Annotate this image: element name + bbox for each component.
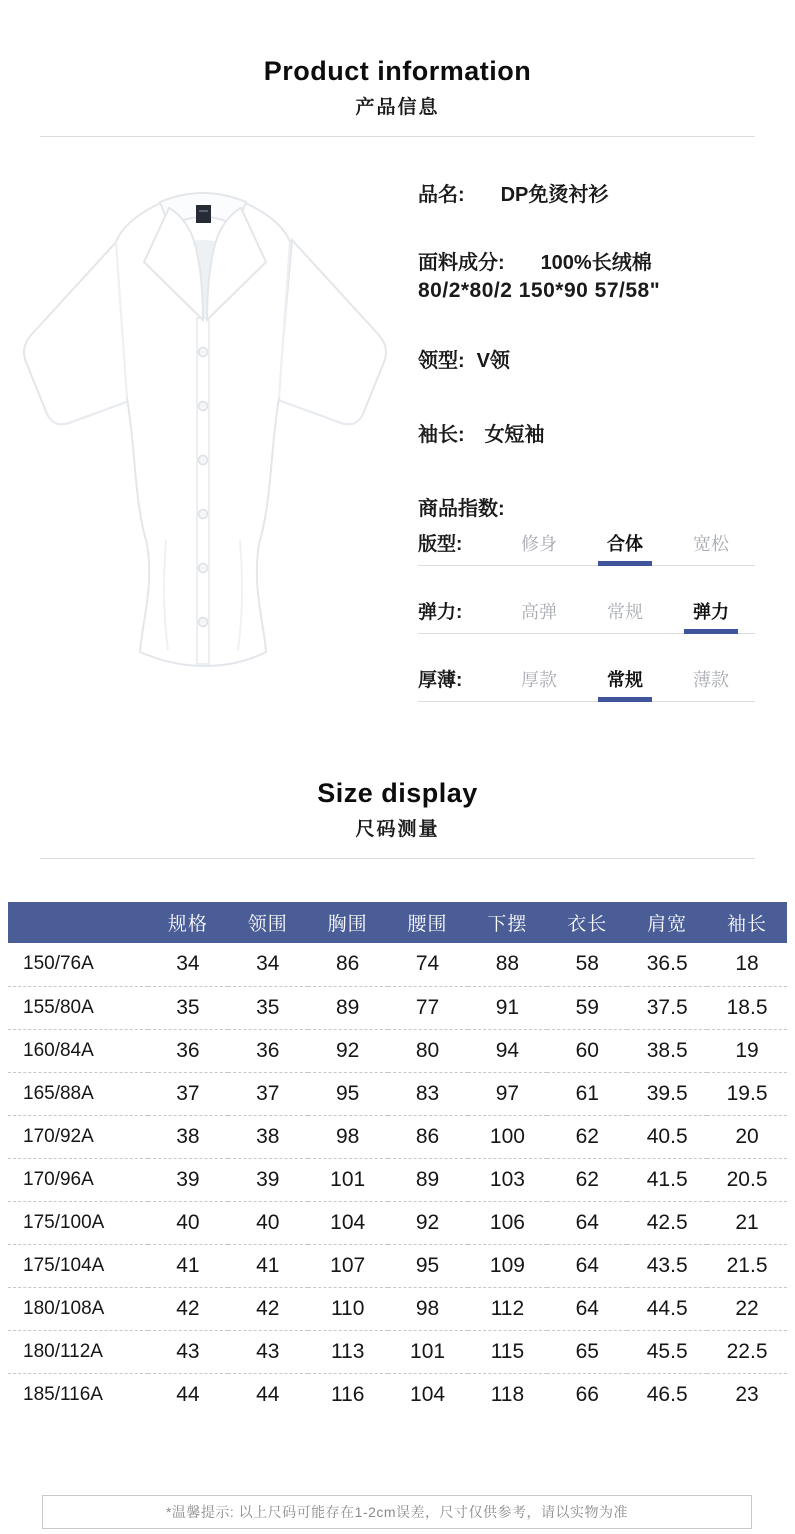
table-row <box>8 1072 787 1115</box>
value-cell: 106 <box>468 1201 548 1244</box>
value-cell: 107 <box>308 1244 388 1287</box>
index-label: 厚薄: <box>418 670 463 691</box>
value-cell: 100 <box>468 1115 548 1158</box>
sleeve-row <box>418 418 545 447</box>
table-row <box>8 1158 787 1201</box>
row-size-cell: 170/96A <box>8 1158 148 1201</box>
value-cell: 19 <box>707 1029 787 1072</box>
fabric-row <box>418 246 652 275</box>
value-cell: 74 <box>388 943 468 986</box>
value-cell: 38.5 <box>627 1029 707 1072</box>
value-cell: 88 <box>468 943 548 986</box>
index-option <box>668 530 754 556</box>
row-size-cell: 175/100A <box>8 1201 148 1244</box>
table-row <box>8 1373 787 1416</box>
value-cell: 91 <box>468 986 548 1029</box>
value-cell: 36 <box>228 1029 308 1072</box>
value-cell: 66 <box>575 1382 599 1406</box>
fabric-value: 100%长绒棉 <box>540 252 652 274</box>
value-cell: 38 <box>148 1115 228 1158</box>
collar-value: V领 <box>476 350 510 372</box>
value-cell: 65 <box>547 1330 627 1373</box>
value-cell: 118 <box>490 1382 525 1406</box>
value-cell: 40 <box>148 1201 228 1244</box>
value-cell: 41.5 <box>627 1158 707 1201</box>
collar-row <box>418 344 510 373</box>
value-cell: 43 <box>228 1330 308 1373</box>
index-label: 版型: <box>418 534 463 555</box>
product-name-label: 品名: <box>418 184 465 206</box>
title-divider <box>40 136 755 137</box>
index-option-label: 宽松 <box>693 534 729 554</box>
value-cell: 41 <box>148 1244 228 1287</box>
value-cell: 37.5 <box>627 986 707 1029</box>
value-cell: 113 <box>308 1330 388 1373</box>
row-size-cell: 175/104A <box>8 1244 148 1287</box>
value-cell: 89 <box>308 986 388 1029</box>
row-size-cell: 180/108A <box>8 1287 148 1330</box>
value-cell: 40 <box>228 1201 308 1244</box>
value-cell: 21.5 <box>707 1244 787 1287</box>
table-row <box>8 1029 787 1072</box>
value-cell: 20.5 <box>707 1158 787 1201</box>
value-cell: 115 <box>468 1330 548 1373</box>
value-cell: 37 <box>228 1072 308 1115</box>
value-cell: 38 <box>228 1115 308 1158</box>
index-option-label: 修身 <box>521 534 557 554</box>
header-cell: 衣长 <box>547 902 627 943</box>
value-cell: 61 <box>547 1072 627 1115</box>
value-cell: 23 <box>735 1382 759 1406</box>
value-cell: 112 <box>468 1287 548 1330</box>
value-cell: 42 <box>228 1287 308 1330</box>
value-cell: 42.5 <box>627 1201 707 1244</box>
value-cell: 39 <box>228 1158 308 1201</box>
value-cell: 22.5 <box>707 1330 787 1373</box>
value-cell: 21 <box>707 1201 787 1244</box>
value-cell: 80 <box>388 1029 468 1072</box>
value-cell: 64 <box>547 1287 627 1330</box>
value-cell: 22 <box>707 1287 787 1330</box>
index-option-label: 弹力 <box>691 598 731 624</box>
value-cell: 86 <box>308 943 388 986</box>
value-cell: 45.5 <box>627 1330 707 1373</box>
value-cell: 41 <box>228 1244 308 1287</box>
index-option <box>496 598 582 624</box>
index-option-selected <box>668 598 754 624</box>
value-cell: 18 <box>707 943 787 986</box>
row-size-cell: 160/84A <box>8 1029 148 1072</box>
fabric-spec: 80/2*80/2 150*90 57/58" <box>418 279 661 302</box>
product-name-value: DP免烫衬衫 <box>500 184 609 206</box>
value-cell: 98 <box>308 1115 388 1158</box>
row-size-cell: 150/76A <box>8 943 148 986</box>
row-size-cell: 155/80A <box>8 986 148 1029</box>
value-cell: 60 <box>547 1029 627 1072</box>
index-option-label: 常规 <box>607 602 643 622</box>
size-table-body <box>8 943 787 1416</box>
table-row <box>8 986 787 1029</box>
fabric-label: 面料成分: <box>418 252 505 274</box>
index-label: 弹力: <box>418 602 463 623</box>
size-table <box>8 902 787 1416</box>
size-divider <box>40 858 755 859</box>
row-size-cell: 180/112A <box>8 1330 148 1373</box>
index-option <box>582 598 668 624</box>
index-option <box>496 530 582 556</box>
value-cell: 89 <box>388 1158 468 1201</box>
collar-tag <box>196 205 211 223</box>
value-cell: 36.5 <box>627 943 707 986</box>
product-photo <box>0 150 410 730</box>
value-cell: 39.5 <box>627 1072 707 1115</box>
table-row <box>8 1330 787 1373</box>
index-option <box>496 666 582 692</box>
page-title <box>0 56 795 119</box>
value-cell: 104 <box>308 1201 388 1244</box>
header-cell: 袖长 <box>707 902 787 943</box>
value-cell: 83 <box>388 1072 468 1115</box>
header-cell: 腰围 <box>388 902 468 943</box>
index-title: 商品指数: <box>418 498 505 520</box>
size-title <box>0 778 795 841</box>
header-cell-blank <box>8 902 148 943</box>
value-cell: 43 <box>148 1330 228 1373</box>
footer-note: *温馨提示: 以上尺码可能存在1-2cm误差，尺寸仅供参考，请以实物为准 <box>42 1495 752 1529</box>
value-cell: 64 <box>547 1244 627 1287</box>
value-cell: 116 <box>330 1382 365 1406</box>
row-size-cell: 165/88A <box>8 1072 148 1115</box>
value-cell: 36 <box>148 1029 228 1072</box>
value-cell: 34 <box>148 943 228 986</box>
header-cell: 胸围 <box>308 902 388 943</box>
value-cell: 58 <box>547 943 627 986</box>
index-row <box>418 597 755 634</box>
size-title-cn: 尺码测量 <box>355 819 440 840</box>
size-table-header-row <box>8 902 787 943</box>
value-cell: 18.5 <box>707 986 787 1029</box>
value-cell: 92 <box>388 1201 468 1244</box>
table-row <box>8 1287 787 1330</box>
row-size-cell: 170/92A <box>8 1115 148 1158</box>
shirt-illustration <box>0 150 410 730</box>
table-row <box>8 1115 787 1158</box>
index-option <box>668 666 754 692</box>
value-cell: 44 <box>176 1382 200 1406</box>
table-row <box>8 1201 787 1244</box>
value-cell: 37 <box>148 1072 228 1115</box>
value-cell: 44.5 <box>627 1287 707 1330</box>
header-cell: 下摆 <box>468 902 548 943</box>
value-cell: 92 <box>308 1029 388 1072</box>
value-cell: 103 <box>468 1158 548 1201</box>
value-cell: 59 <box>547 986 627 1029</box>
value-cell: 62 <box>547 1158 627 1201</box>
value-cell: 62 <box>547 1115 627 1158</box>
value-cell: 43.5 <box>627 1244 707 1287</box>
value-cell: 42 <box>148 1287 228 1330</box>
value-cell: 95 <box>388 1244 468 1287</box>
value-cell: 39 <box>148 1158 228 1201</box>
value-cell: 86 <box>388 1115 468 1158</box>
collar-label: 领型: <box>418 350 465 372</box>
value-cell: 34 <box>228 943 308 986</box>
index-option-selected <box>582 666 668 692</box>
table-row <box>8 943 787 986</box>
index-option-label: 常规 <box>605 666 645 692</box>
value-cell: 98 <box>388 1287 468 1330</box>
value-cell: 35 <box>228 986 308 1029</box>
value-cell: 77 <box>388 986 468 1029</box>
value-cell: 101 <box>308 1158 388 1201</box>
sleeve-value: 女短袖 <box>484 424 545 446</box>
value-cell: 110 <box>308 1287 388 1330</box>
value-cell: 95 <box>308 1072 388 1115</box>
value-cell: 46.5 <box>646 1382 688 1406</box>
page-title-en: Product information <box>263 56 532 86</box>
value-cell: 97 <box>468 1072 548 1115</box>
row-size-cell: 185/116A <box>23 1383 103 1405</box>
product-name-row <box>418 178 608 207</box>
index-option-label: 高弹 <box>521 602 557 622</box>
value-cell: 20 <box>707 1115 787 1158</box>
value-cell: 104 <box>410 1382 446 1406</box>
page-title-cn: 产品信息 <box>355 97 440 118</box>
size-title-en: Size display <box>317 778 478 808</box>
sleeve-label: 袖长: <box>418 424 465 446</box>
header-cell: 肩宽 <box>627 902 707 943</box>
value-cell: 19.5 <box>707 1072 787 1115</box>
header-cell: 规格 <box>148 902 228 943</box>
value-cell: 44 <box>256 1382 280 1406</box>
value-cell: 40.5 <box>627 1115 707 1158</box>
index-option-label: 合体 <box>605 530 645 556</box>
value-cell: 35 <box>148 986 228 1029</box>
value-cell: 101 <box>388 1330 468 1373</box>
index-row <box>418 529 755 566</box>
product-indices <box>418 529 755 733</box>
value-cell: 64 <box>547 1201 627 1244</box>
table-row <box>8 1244 787 1287</box>
header-cell: 领围 <box>228 902 308 943</box>
index-option-label: 薄款 <box>693 670 729 690</box>
value-cell: 94 <box>468 1029 548 1072</box>
value-cell: 109 <box>468 1244 548 1287</box>
index-option-selected <box>582 530 668 556</box>
index-row <box>418 665 755 702</box>
index-option-label: 厚款 <box>521 670 557 690</box>
